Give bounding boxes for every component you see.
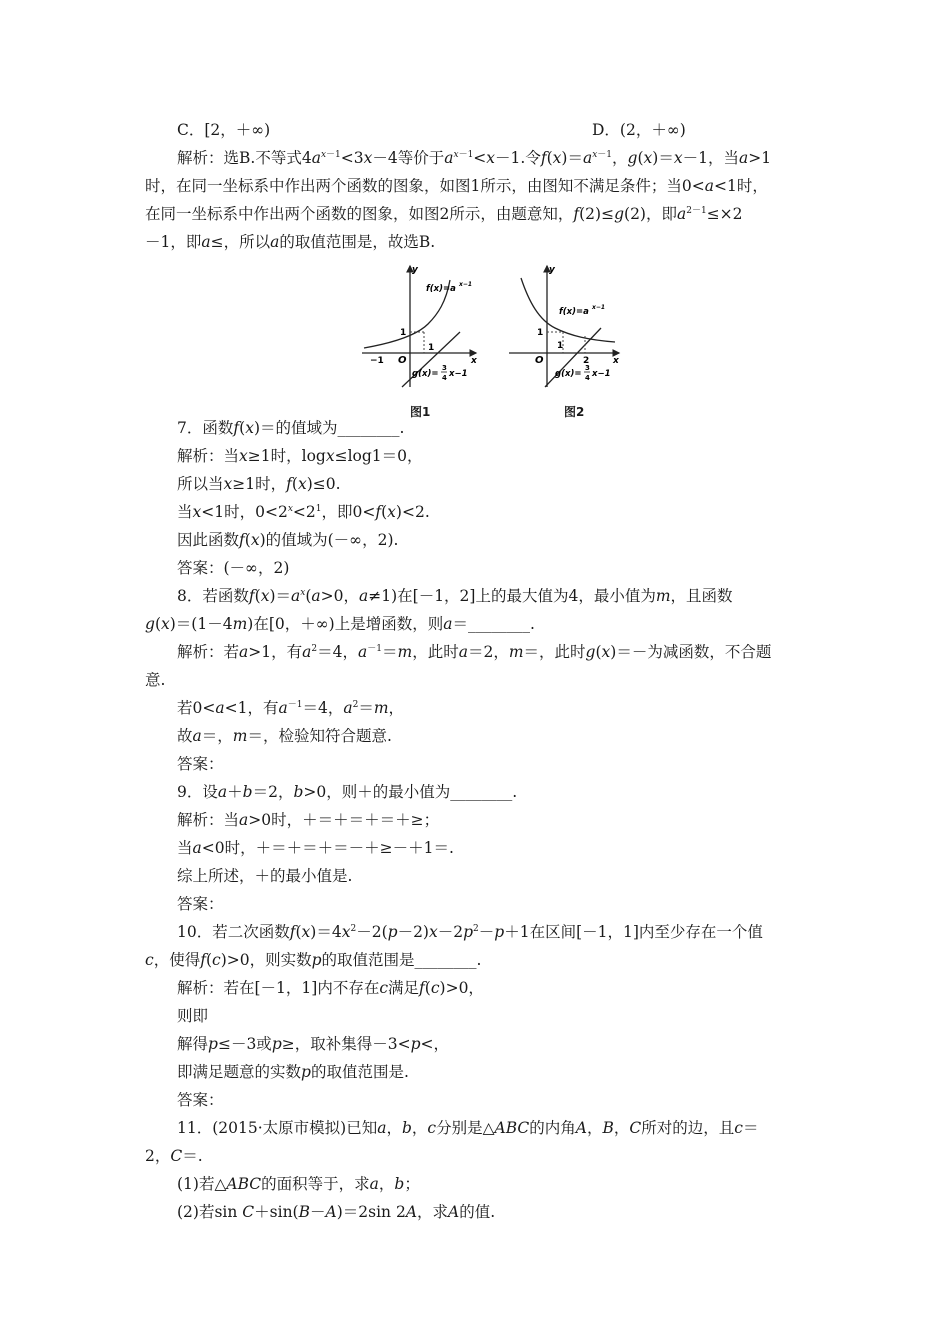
neg-one-label: −1 bbox=[370, 356, 384, 366]
y-one-label: 1 bbox=[400, 328, 407, 338]
text-line-s9b: 当a<0时，＋＝＋＝＋＝－＋≥－＋1＝. bbox=[177, 839, 454, 857]
text-line-s8a: 解析：若a>1，有$a^2=4$，$a^{-1}=m$，此时a＝2，m＝，此时g(x)＝－为减函数，不合题 bbox=[177, 643, 772, 661]
text-line-s7a: 解析：当x≥1时，logx≤log1＝0， bbox=[177, 447, 423, 465]
x-one-label: 1 bbox=[428, 343, 435, 353]
text-line-q11d: (2)若sin C＋sin(B－A)＝2sin 2A，求A的值. bbox=[177, 1203, 496, 1221]
text-line-s10b: 则即 bbox=[177, 1007, 209, 1025]
text-line-q8b: g(x)＝(1－4m)在[0，＋∞)上是增函数，则a＝________. bbox=[145, 615, 535, 633]
g-label: g(x)= bbox=[412, 369, 439, 379]
g-label-rest: x−1 bbox=[449, 369, 468, 379]
g-label-rest: x−1 bbox=[592, 369, 611, 379]
text-line-a7: 答案：(－∞，2) bbox=[177, 559, 290, 577]
g-frac-num: 3 bbox=[442, 364, 447, 372]
text-line-s7d: 因此函数f(x)的值域为(－∞，2). bbox=[177, 531, 399, 549]
y-label: y bbox=[549, 265, 555, 275]
text-line-sol6c: 在同一坐标系中作出两个函数的图象，如图2所示，由题意知，f(2)≤g(2)，即$a^{2-1}\le\times 2$ bbox=[145, 205, 743, 223]
text-line-s10c: 解得p≤－3或p≥，取补集得－3<p<， bbox=[177, 1035, 450, 1053]
f-label: f(x)=a bbox=[426, 284, 456, 294]
text-line-s7b: 所以当x≥1时，f(x)≤0. bbox=[177, 475, 341, 493]
x-two-label: 2 bbox=[583, 356, 590, 366]
text-line-s8d: 故a＝，m＝，检验知符合题意. bbox=[177, 727, 392, 745]
text-line-s8c: 若0<a<1，有$a^{-1}=4$，$a^2=m$， bbox=[177, 699, 405, 717]
text-line-q10a: 10．若二次函数$f(x)=4x^2-2(p-2)x-2p^2-p+1$在区间[－1，1]内至少存在一个值 bbox=[177, 923, 763, 941]
text-line-s7c: 当x<1时，$0<2^x<2^1$，即0<f(x)<2. bbox=[177, 503, 430, 521]
text-line-a8: 答案： bbox=[177, 755, 224, 773]
text-line-a9: 答案： bbox=[177, 895, 224, 913]
figure-1-caption: 图1 bbox=[410, 405, 431, 419]
option-d: D．(2，＋∞) bbox=[592, 121, 686, 139]
text-line-s10d: 即满足题意的实数p的取值范围是. bbox=[177, 1063, 409, 1081]
text-line-q10b: c，使得f(c)>0，则实数p的取值范围是________. bbox=[145, 951, 482, 969]
y-one-label: 1 bbox=[537, 328, 544, 338]
text-line-sol6a: 解析：选B.不等式$4a^{x-1}<3x-4$等价于$a^{x-1}<x-1$.令$f(x)=a^{x-1}$，g(x)＝x－1，当a>1 bbox=[177, 149, 772, 167]
f-label-exp: x−1 bbox=[459, 281, 473, 288]
g-frac-den: 4 bbox=[585, 374, 590, 382]
text-line-q11b: 2，C＝. bbox=[145, 1147, 203, 1165]
text-line-sol6d: －1，即a≤，所以a的取值范围是，故选B. bbox=[145, 233, 436, 251]
figure-1-graph bbox=[358, 262, 480, 392]
text-line-a10: 答案： bbox=[177, 1091, 224, 1109]
f-label: f(x)=a bbox=[559, 307, 589, 317]
x-label: x bbox=[613, 356, 619, 366]
y-label: y bbox=[412, 265, 418, 275]
g-label: g(x)= bbox=[555, 369, 582, 379]
text-line-q7: 7．函数f(x)＝的值域为________. bbox=[177, 419, 405, 437]
x-one-label: 1 bbox=[557, 341, 564, 351]
text-line-s10a: 解析：若在[－1，1]内不存在c满足f(c)>0， bbox=[177, 979, 484, 997]
text-line-s9a: 解析：当a>0时，＋＝＋＝＋＝＋≥； bbox=[177, 811, 440, 829]
text-line-q9: 9．设a＋b＝2，b>0，则＋的最小值为________. bbox=[177, 783, 518, 801]
f-label-exp: x−1 bbox=[592, 304, 606, 311]
text-line-s8b: 意. bbox=[145, 671, 166, 689]
origin-label: O bbox=[535, 355, 544, 366]
origin-label: O bbox=[398, 355, 407, 366]
g-frac-den: 4 bbox=[442, 374, 447, 382]
x-label: x bbox=[471, 356, 477, 366]
text-line-s9c: 综上所述，＋的最小值是. bbox=[177, 867, 353, 885]
figure-2-graph bbox=[505, 262, 623, 392]
option-c: C．[2，＋∞) D．(2，＋∞) bbox=[177, 121, 686, 139]
text-line-q11a: 11．(2015·太原市模拟)已知a，b，c分别是△ABC的内角A，B，C所对的边，且c＝ bbox=[177, 1119, 759, 1137]
text-line-q8a: 8．若函数$f(x)=a^x(a>0$，a≠1)在[－1，2]上的最大值为4，最小值为m，且函数 bbox=[177, 587, 733, 605]
text-line-sol6b: 时，在同一坐标系中作出两个函数的图象，如图1所示，由图知不满足条件；当0<a<1时， bbox=[145, 177, 768, 195]
g-frac-num: 3 bbox=[585, 364, 590, 372]
text-line-q11c: (1)若△ABC的面积等于，求a，b； bbox=[177, 1175, 420, 1193]
figure-2-caption: 图2 bbox=[564, 405, 585, 419]
